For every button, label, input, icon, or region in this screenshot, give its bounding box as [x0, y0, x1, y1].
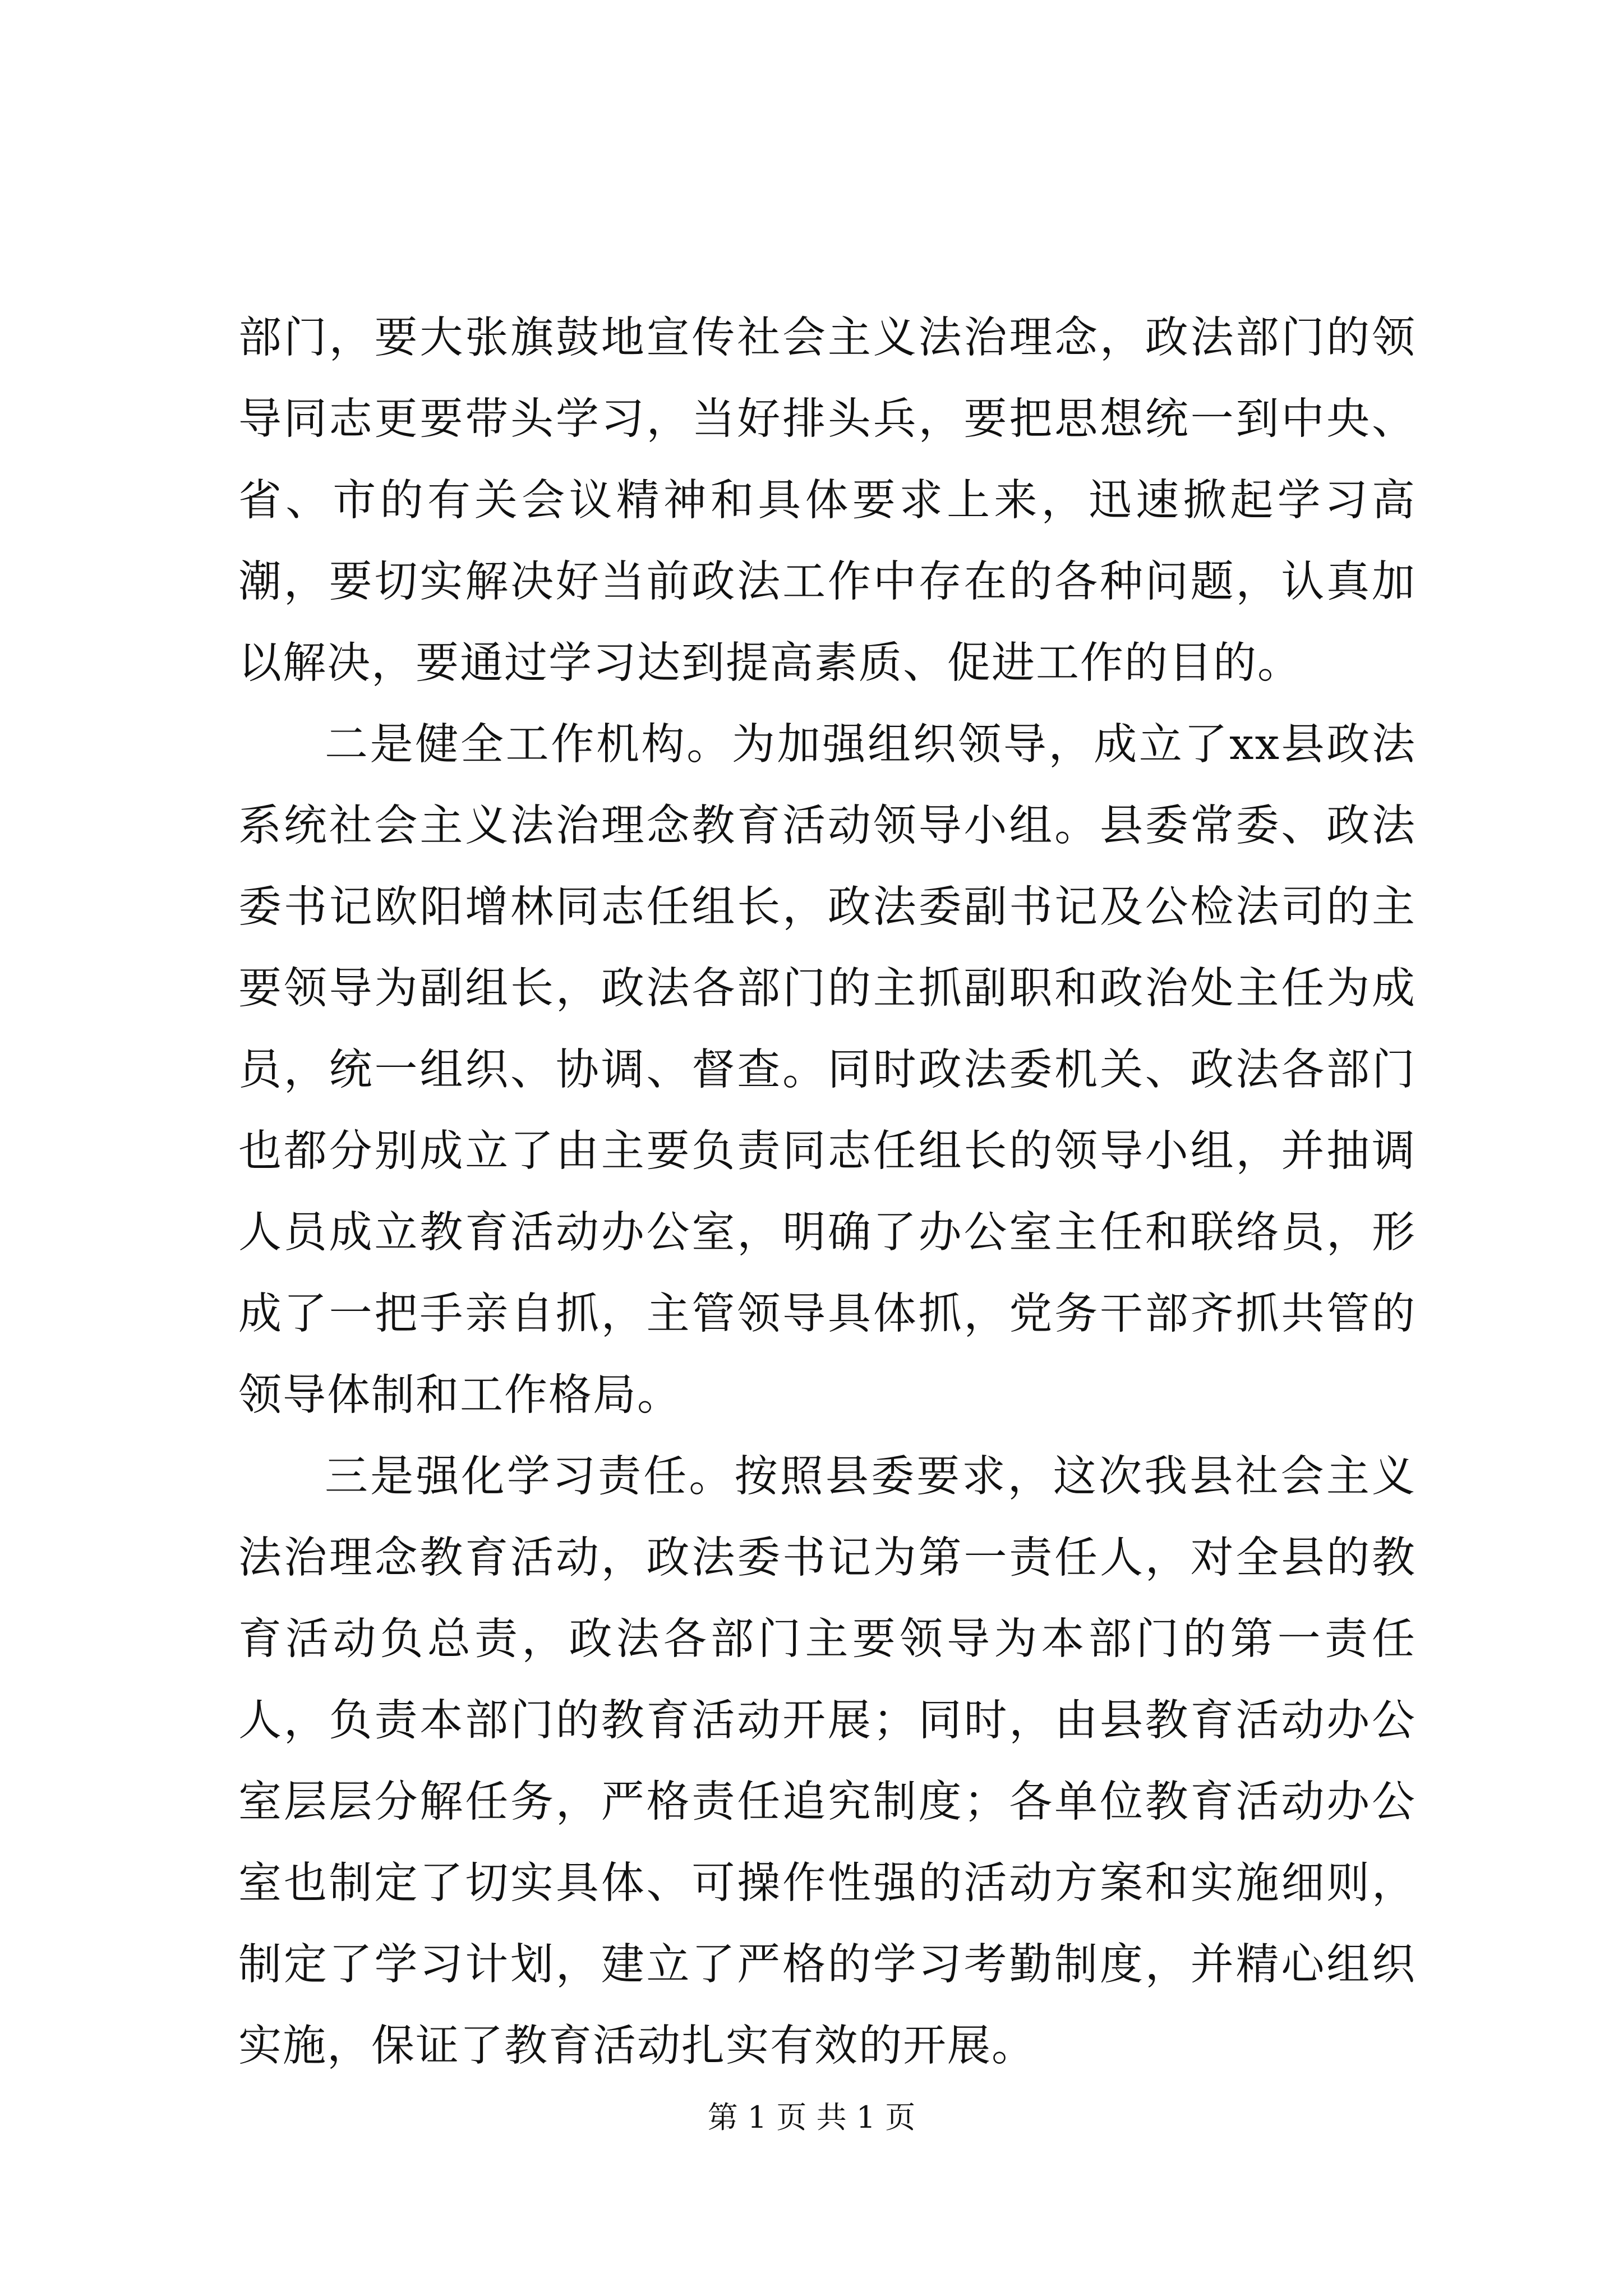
paragraph-1: 部门，要大张旗鼓地宣传社会主义法治理念，政法部门的领导同志更要带头学习，当好排头兵，要把思想统一到中央、省、市的有关会议精神和具体要求上来，迅速掀起学习高潮，要切实解决好当前政法工作中存在的各种问题，认真加以解决，要通过学习达到提高素质、促进工作的目的。	[238, 313, 1416, 688]
page-footer: 第 1 页 共 1 页	[707, 2100, 916, 2135]
paragraph-2: 二是健全工作机构。为加强组织领导，成立了xx县政法系统社会主义法治理念教育活动领导小组。县委常委、政法委书记欧阳增林同志任组长，政法委副书记及公检法司的主要领导为副组长，政法各部门的主抓副职和政治处主任为成员，统一组织、协调、督查。同时政法委机关、政法各部门也都分别成立了由主要负责同志任组长的领导小组，并抽调人员成立教育活动办公室，明确了办公室主任和联络员，形成了一把手亲自抓，主管领导具体抓，党务干部齐抓共管的领导体制和工作格局。	[238, 720, 1416, 1420]
paragraph-3: 三是强化学习责任。按照县委要求，这次我县社会主义法治理念教育活动，政法委书记为第一责任人，对全县的教育活动负总责，政法各部门主要领导为本部门的第一责任人，负责本部门的教育活动开展；同时，由县教育活动办公室层层分解任务，严格责任追究制度；各单位教育活动办公室也制定了切实具体、可操作性强的活动方案和实施细则，制定了学习计划，建立了严格的学习考勤制度，并精心组织实施，保证了教育活动扎实有效的开展。	[238, 1452, 1416, 2071]
document-body	[238, 297, 1416, 2087]
